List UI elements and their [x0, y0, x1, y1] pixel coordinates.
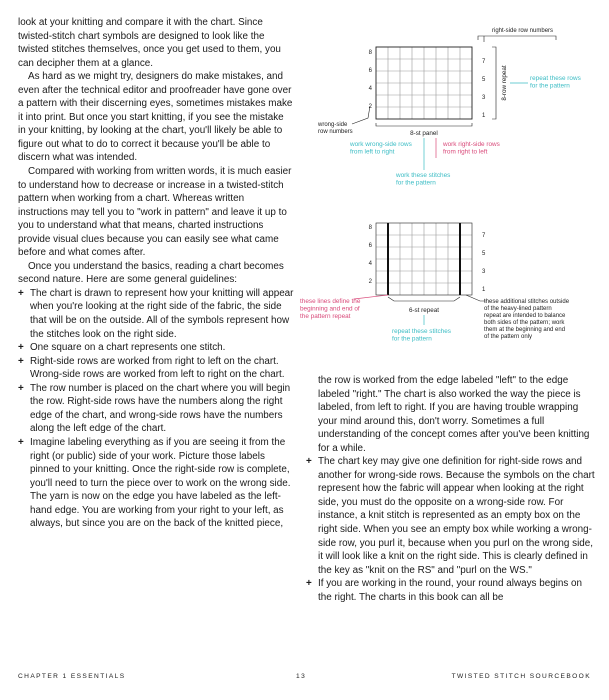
row-number-left: 2	[368, 104, 372, 110]
row-number-right: 3	[482, 269, 486, 275]
repeat-stitches-label: repeat these stitches for the pattern	[392, 328, 451, 343]
panel-bracket	[376, 123, 472, 126]
continuation-paragraph: the row is worked from the edge labeled "left" to the edge labeled "right." The chart is also worked the way the piece is labeled, from left to right. If you are having trouble wrapping your mind around this, don't worry. Sometimes a full understanding of the concept comes after you've been knitting for a while.	[318, 375, 590, 454]
list-item: + One square on a chart represents one stitch.	[18, 341, 294, 355]
chart-diagram-1	[296, 20, 609, 200]
row-number-right: 1	[482, 287, 486, 293]
list-item: + The row number is placed on the chart where you will begin the row. Right-side rows have the numbers along the right edge of the chart, and wrong-side rows have the numbers along the left edge of the chart.	[18, 382, 294, 436]
guidelines-list	[18, 287, 294, 531]
paragraph-mistakes: As hard as we might try, designers do make mistakes, and even after the technical editor and proofreader have gone over a pattern with their discerning eyes, sometimes mistakes make it into print. But once you start knitting, if you see the mistake in your knitting, by looking at the chart, you'll likely be able to figure out what to do to correct it because you'll be able to discern what was intended.	[18, 71, 293, 164]
list-item: + Imagine labeling everything as if you are seeing it from the right (or public) side of your work. Picture those labels pinned to your knitting. Once the right-side row is complete, you'll need to turn the piece over to work on the wrong side. The yarn is now on the edge you have labeled as the left-hand edge. You are working from your right to your left, as always, but since you are on the back of the knitted piece,	[18, 436, 294, 531]
footer-book-title: TWISTED STITCH SOURCEBOOK	[451, 673, 591, 680]
row-number-right: 5	[482, 251, 486, 257]
paragraph-guidelines: Once you understand the basics, reading a chart becomes second nature. Here are some general guidelines:	[18, 260, 284, 286]
top-bracket	[478, 36, 556, 40]
list-item: + If you are working in the round, your round always begins on the right. The charts in this book can all be	[306, 577, 596, 604]
row-number-right: 7	[482, 233, 486, 239]
chart-diagram-2	[296, 215, 609, 355]
repeat-bracket	[388, 297, 460, 301]
page-number: 13	[296, 673, 307, 680]
wrong-side-leader	[352, 106, 370, 124]
work-stitches-label: work these stitches for the pattern	[396, 172, 451, 187]
row-number-right: 5	[482, 77, 486, 83]
row-number-left: 8	[368, 50, 372, 56]
list-item: + Right-side rows are worked from right to left on the chart. Wrong-side rows are worked from left to right on the chart.	[18, 355, 294, 382]
list-item: + The chart key may give one definition for right-side rows and another for wrong-side rows. Because the symbols on the chart represent how the fabric will appear when looking at the right side, you must do the opposite on a wrong-side row. For instance, a knit stitch is represented as an empty box on the right side. When you see an empty box while working a wrong-side row, you purl it, because when you purl on the wrong side, it will look like a knit on the right side. This is clearly defined in the key as "knit on the RS" and "purl on the WS."	[306, 455, 596, 577]
right-side-row-numbers-label: right-side row numbers	[492, 28, 554, 34]
additional-stitches-label: these additional stitches outside of the heavy-lined pattern repeat are intended to balance both sides of the pattern; work them at the beginning and end of the pattern only	[484, 299, 570, 340]
guidelines-list-continued	[306, 455, 596, 604]
wrong-side-row-numbers-label: wrong-side row numbers	[318, 122, 353, 135]
row-number-right: 1	[482, 113, 486, 119]
intro-paragraph: look at your knitting and compare it with the chart. Since twisted-stitch chart symbols are designed to look like the twisted stitches themselves, once you get used to them, you can decipher them at a glance.	[18, 17, 281, 69]
wrong-side-rows-label: work wrong-side rows from left to right	[350, 141, 412, 156]
row-number-right: 3	[482, 95, 486, 101]
repeat-label: 6-st repeat	[408, 307, 440, 314]
footer-chapter: CHAPTER 1 ESSENTIALS	[18, 673, 126, 680]
repeat-rows-label: repeat these rows for the pattern	[530, 75, 581, 90]
panel-label: 8-st panel	[410, 130, 438, 137]
grid-lines	[376, 223, 472, 295]
row-number-left: 8	[368, 225, 372, 231]
row-number-left: 4	[368, 261, 372, 267]
vertical-bracket	[492, 47, 496, 119]
additional-leader	[466, 295, 486, 301]
row-number-left: 2	[368, 279, 372, 285]
list-item: + The chart is drawn to represent how your knitting will appear when you're looking at the right side of the fabric, the side that will be on the outside. All of the symbols represent how the stitches look on the right side.	[18, 287, 294, 341]
row-number-right: 7	[482, 59, 486, 65]
row-repeat-label: 8-row repeat	[501, 65, 508, 101]
row-number-left: 6	[368, 243, 372, 249]
lines-define-label: these lines define the beginning and end of the pattern repeat	[300, 298, 361, 320]
right-column	[306, 374, 596, 604]
row-number-left: 4	[368, 86, 372, 92]
left-column	[18, 16, 294, 531]
right-side-rows-label: work right-side rows from right to left	[443, 141, 500, 156]
paragraph-decrease: Compared with working from written words, it is much easier to understand how to decrease or increase in a twisted-stitch pattern when working from a chart. Whereas written instructions may tell you to "work in pattern" and leave it up to you to understand what that means, charted instructions provide visual clues because you can easily see what came before and what comes after.	[18, 166, 292, 259]
row-number-left: 6	[368, 68, 372, 74]
grid-lines	[376, 47, 472, 119]
